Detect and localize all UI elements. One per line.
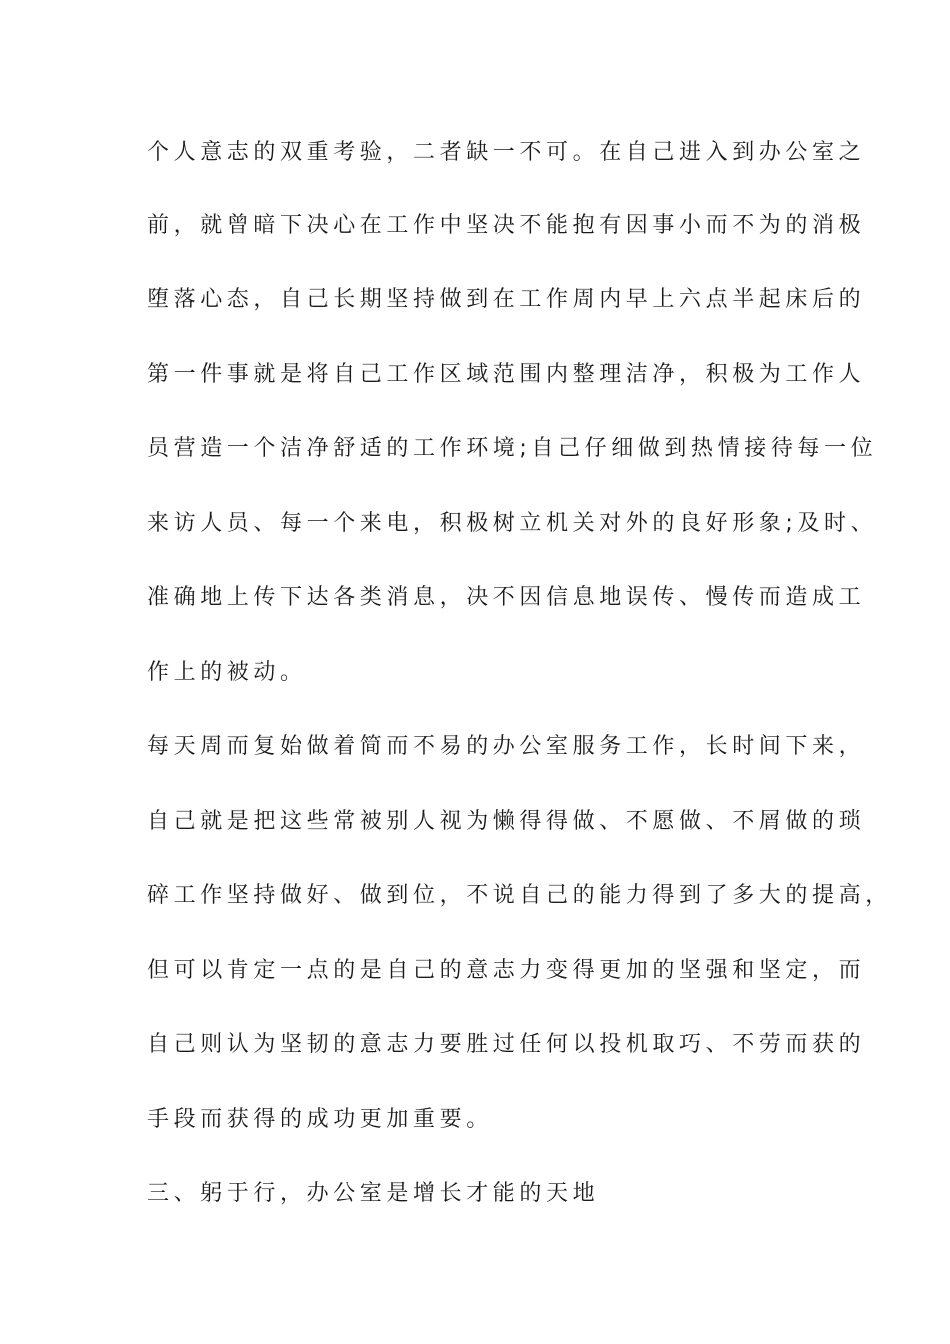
text-line: 自己则认为坚韧的意志力要胜过任何以投机取巧、不劳而获的 — [147, 1032, 866, 1057]
text-line: 自己就是把这些常被别人视为懒得得做、不愿做、不屑做的琐 — [147, 809, 866, 834]
text-line: 员营造一个洁净舒适的工作环境;自己仔细做到热情接待每一位 — [147, 436, 878, 461]
text-line: 作上的被动。 — [147, 660, 307, 685]
text-line: 前，就曾暗下决心在工作中坚决不能抱有因事小而不为的消极 — [147, 213, 866, 238]
text-line: 第一件事就是将自己工作区域范围内整理洁净，积极为工作人 — [147, 362, 866, 387]
text-line: 个人意志的双重考验，二者缺一不可。在自己进入到办公室之 — [147, 140, 866, 165]
section-heading: 三、躬于行，办公室是增长才能的天地 — [147, 1181, 600, 1206]
text-line: 每天周而复始做着简而不易的办公室服务工作，长时间下来， — [147, 734, 866, 759]
text-line: 准确地上传下达各类消息，决不因信息地误传、慢传而造成工 — [147, 585, 866, 610]
text-line: 堕落心态，自己长期坚持做到在工作周内早上六点半起床后的 — [147, 287, 866, 312]
text-line: 但可以肯定一点的是自己的意志力变得更加的坚强和坚定，而 — [147, 958, 866, 983]
text-line: 手段而获得的成功更加重要。 — [147, 1107, 493, 1132]
text-line: 碎工作坚持做好、做到位，不说自己的能力得到了多大的提高， — [147, 883, 892, 908]
text-line: 来访人员、每一个来电，积极树立机关对外的良好形象;及时、 — [147, 511, 878, 536]
